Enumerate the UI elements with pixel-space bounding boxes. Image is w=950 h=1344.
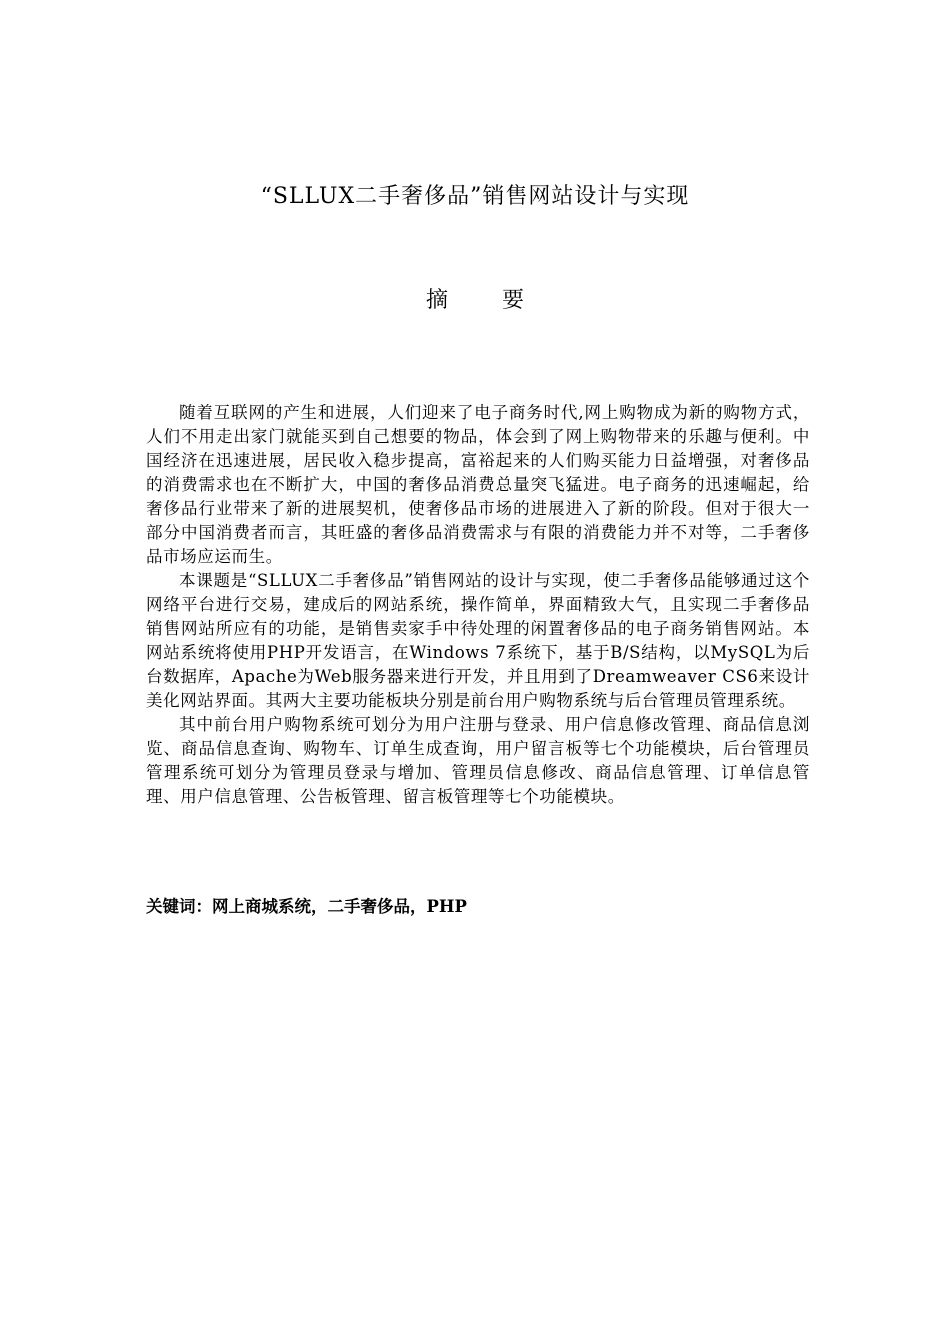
abstract-paragraph-3: 其中前台用户购物系统可划分为用户注册与登录、用户信息修改管理、商品信息浏览、商品信息查询、购物车、订单生成查询，用户留言板等七个功能模块，后台管理员管理系统可划分为管理员登录与增加、管理员信息修改、商品信息管理、订单信息管理、用户信息管理、公告板管理、留言板管理等七个功能模块。 [146, 715, 810, 806]
abstract-heading [0, 286, 950, 316]
abstract-body [146, 401, 810, 809]
keywords-line: 关键词：网上商城系统，二手奢侈品，PHP [146, 897, 467, 916]
abstract-paragraph-1: 随着互联网的产生和进展，人们迎来了电子商务时代,网上购物成为新的购物方式，人们不用走出家门就能买到自己想要的物品，体会到了网上购物带来的乐趣与便利。中国经济在迅速进展，居民收入稳步提高，富裕起来的人们购买能力日益增强，对奢侈品的消费需求也在不断扩大，中国的奢侈品消费总量突飞猛进。电子商务的迅速崛起，给奢侈品行业带来了新的进展契机，使奢侈品市场的进展进入了新的阶段。但对于很大一部分中国消费者而言，其旺盛的奢侈品消费需求与有限的消费能力并不对等，二手奢侈品市场应运而生。 [146, 403, 810, 566]
abstract-heading-char-2: 要 [502, 288, 525, 313]
document-title: “SLLUX二手奢侈品”销售网站设计与实现 [260, 184, 690, 209]
abstract-heading-char-1: 摘 [425, 288, 448, 313]
abstract-paragraph-2: 本课题是“SLLUX二手奢侈品”销售网站的设计与实现，使二手奢侈品能够通过这个网络平台进行交易，建成后的网站系统，操作简单，界面精致大气，且实现二手奢侈品销售网站所应有的功能，是销售卖家手中待处理的闲置奢侈品的电子商务销售网站。本网站系统将使用PHP开发语言，在Windows 7系统下，基于B/S结构，以MySQL为后台数据库，Apache为Web服务器来进行开发，并且用到了Dreamweaver CS6来设计美化网站界面。其两大主要功能板块分别是前台用户购物系统与后台管理员管理系统。 [146, 571, 810, 710]
